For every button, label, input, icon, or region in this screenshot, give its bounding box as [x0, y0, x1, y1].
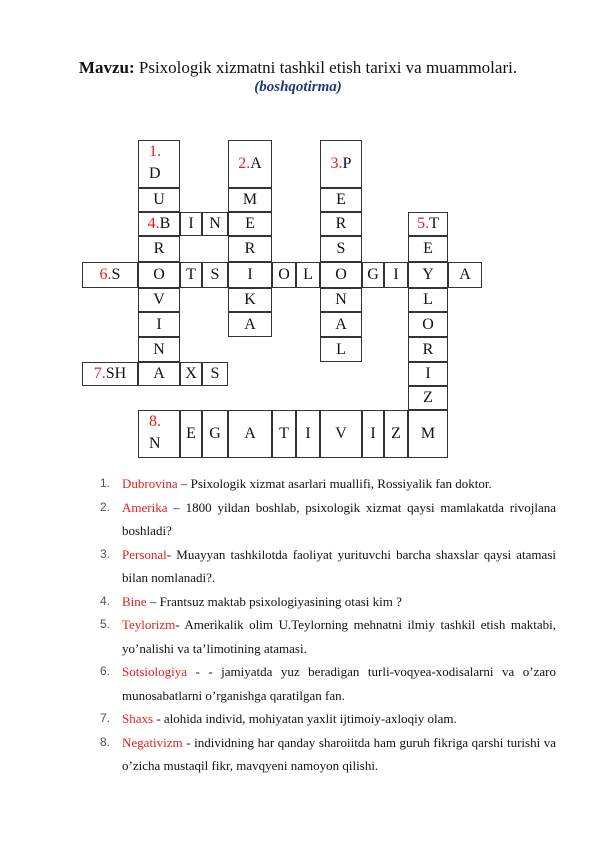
cell-letter: SH: [105, 365, 127, 382]
crossword-cell: [228, 288, 272, 312]
crossword-cell: [228, 212, 272, 236]
crossword-cell: [202, 410, 228, 458]
crossword-cell: [296, 262, 320, 288]
clue-answer: Bine: [122, 593, 147, 609]
cell-letter: E: [245, 215, 255, 232]
crossword-cell: [296, 410, 320, 458]
clue-item: [100, 731, 556, 778]
crossword-cell: [180, 212, 202, 236]
crossword-cell: [180, 410, 202, 458]
cell-letter: V: [153, 291, 165, 308]
cell-letter: L: [303, 266, 313, 283]
crossword-cell: [228, 410, 272, 458]
cell-letter: A: [244, 425, 256, 442]
clue-number: 1.: [149, 143, 161, 160]
clue-separator: -: [153, 711, 164, 726]
cell-letter: I: [305, 425, 311, 442]
clue-item-number: 4.: [100, 593, 111, 608]
cell-letter: O: [335, 266, 347, 283]
clue-number: 6.: [99, 266, 112, 283]
crossword-cell: [320, 312, 362, 337]
clue-item: [100, 660, 556, 707]
cell-letter: S: [336, 240, 346, 257]
crossword-cell: [228, 312, 272, 337]
cell-letter: U: [153, 191, 165, 208]
crossword-cell: [138, 312, 180, 337]
cell-letter: R: [244, 240, 256, 257]
clue-separator: -: [187, 664, 209, 679]
crossword-cell: [202, 212, 228, 236]
cell-letter: E: [336, 191, 346, 208]
crossword-cell: [138, 140, 180, 188]
cell-letter: E: [423, 240, 433, 257]
clue-number: 2.: [238, 155, 251, 172]
cell-letter: S: [210, 365, 220, 382]
clue-item: [100, 543, 556, 590]
crossword-cell: [320, 236, 362, 262]
clue-number: 7.: [93, 365, 106, 382]
crossword-cell: [384, 262, 408, 288]
clue-item: [100, 590, 556, 614]
crossword-cell: [138, 337, 180, 362]
crossword-cell: [272, 410, 296, 458]
clue-number: 4.: [147, 215, 160, 232]
crossword-cell: [408, 212, 448, 236]
crossword-cell: [138, 236, 180, 262]
cell-letter: N: [153, 341, 165, 358]
clue-text: 1800 yildan boshlab, psixologik xizmat qaysi mamlakatda rivojlana boshladi?: [122, 499, 556, 538]
clue-item: [100, 472, 556, 496]
cell-letter: A: [153, 365, 165, 382]
crossword-cell: [408, 312, 448, 337]
cell-letter: L: [423, 291, 433, 308]
crossword-cell: [202, 262, 228, 288]
crossword-cell: [228, 262, 272, 288]
cell-letter: O: [153, 266, 165, 283]
crossword-cell: [408, 288, 448, 312]
clue-answer: Negativizm: [122, 734, 183, 750]
cell-letter: D: [149, 165, 161, 182]
crossword-cell: [320, 262, 362, 288]
clue-item-number: 7.: [100, 711, 111, 725]
crossword-cell: [228, 188, 272, 212]
clue-separator: -: [182, 734, 195, 750]
cell-letter: P: [342, 155, 352, 172]
crossword-cell: [448, 262, 482, 288]
cell-letter: T: [429, 215, 439, 232]
clue-separator: –: [167, 499, 186, 515]
crossword-cell: [362, 410, 384, 458]
crossword-cell: [408, 362, 448, 386]
clue-text: Amerikalik olim U.Teylorning mehnatni ilmiy tashkil etish maktabi, yo’nalishi va ta’limotining atamasi.: [122, 617, 556, 656]
clue-item: [100, 496, 556, 543]
clue-separator: –: [146, 593, 160, 609]
crossword-cell: [408, 410, 448, 458]
clue-text: alohida individ, mohiyatan yaxlit ijtimoiy-axloqiy olam.: [163, 711, 457, 726]
cell-letter: I: [188, 215, 194, 232]
crossword-cell: [320, 337, 362, 362]
crossword-cell: [202, 362, 228, 386]
cell-letter: Y: [422, 266, 434, 283]
clue-number: 3.: [330, 155, 343, 172]
crossword-cell: [320, 212, 362, 236]
cell-letter: R: [153, 240, 165, 257]
clue-text: - jamiyatda yuz beradigan turli-voqyea-xodisalarni va o’zaro munosabatlarni o’rganishga qaratilgan fan.: [122, 664, 556, 703]
title-label: Mavzu:: [78, 58, 135, 77]
clue-answer: Shaxs: [122, 711, 154, 726]
crossword-cell: [362, 262, 384, 288]
crossword-cell: [228, 236, 272, 262]
cell-letter: K: [244, 291, 256, 308]
cell-letter: O: [422, 316, 434, 333]
crossword-cell: [180, 362, 202, 386]
crossword-cell: [138, 212, 180, 236]
cell-letter: T: [279, 425, 289, 442]
crossword-cell: [138, 362, 180, 386]
clue-item-number: 8.: [100, 734, 111, 749]
clue-item: [100, 613, 556, 660]
cell-letter: A: [459, 266, 471, 283]
clue-text: Psixologik xizmat asarlari muallifi, Rossiyalik fan doktor.: [190, 476, 492, 491]
cell-letter: R: [422, 341, 434, 358]
cell-letter: S: [111, 266, 121, 283]
crossword-cell: [180, 262, 202, 288]
crossword-cell: [228, 140, 272, 188]
clue-item-number: 3.: [100, 546, 111, 561]
clue-answer: Dubrovina: [122, 476, 178, 491]
cell-letter: Z: [423, 389, 433, 406]
cell-letter: V: [335, 425, 347, 442]
crossword-cell: [138, 262, 180, 288]
cell-letter: X: [185, 365, 197, 382]
clue-answer: Personal: [122, 546, 167, 562]
cell-letter: S: [210, 266, 220, 283]
crossword-cell: [408, 262, 448, 288]
crossword-cell: [320, 140, 362, 188]
cell-letter: A: [250, 155, 262, 172]
clue-separator: -: [175, 617, 185, 632]
crossword-cell: [408, 386, 448, 410]
cell-letter: Z: [391, 425, 401, 442]
cell-letter: O: [278, 266, 290, 283]
clue-number: 5.: [417, 215, 430, 232]
crossword-cell: [408, 236, 448, 262]
clue-text: individning har qanday sharoiitda ham guruh fikriga qarshi turishi va o’zicha mustaqil fikr, mavqyeni namoyon qilishi.: [122, 734, 556, 773]
cell-letter: I: [156, 316, 162, 333]
clue-item-number: 1.: [100, 476, 111, 490]
cell-letter: I: [425, 365, 431, 382]
clue-text: Frantsuz maktab psixologiyasining otasi kim ?: [159, 593, 402, 609]
crossword-cell: [320, 410, 362, 458]
clue-list: [100, 472, 556, 778]
clue-item-number: 2.: [100, 499, 111, 514]
clue-number: 8.: [149, 413, 161, 430]
page-subtitle: (boshqotirma): [254, 79, 342, 95]
clue-separator: -: [166, 546, 177, 562]
clue-item-number: 5.: [100, 617, 111, 631]
cell-letter: L: [336, 341, 346, 358]
crossword-cell: [82, 262, 138, 288]
cell-letter: T: [186, 266, 196, 283]
cell-letter: N: [335, 291, 347, 308]
clue-item: [100, 707, 556, 731]
crossword-cell: [138, 188, 180, 212]
cell-letter: N: [149, 435, 161, 452]
clue-answer: Teylorizm: [122, 617, 176, 632]
crossword-cell: [384, 410, 408, 458]
crossword-cell: [138, 288, 180, 312]
clue-text: Muayyan tashkilotda faoliyat yurituvchi barcha shaxslar qaysi atamasi bilan nomlanadi?.: [122, 546, 556, 585]
cell-letter: G: [367, 266, 379, 283]
clue-separator: –: [177, 476, 191, 491]
title-text: Psixologik xizmatni tashkil etish tarixi va muammolari.: [134, 58, 518, 77]
cell-letter: I: [370, 425, 376, 442]
cell-letter: I: [393, 266, 399, 283]
cell-letter: B: [159, 215, 171, 232]
crossword-cell: [138, 410, 180, 458]
cell-letter: G: [209, 425, 221, 442]
clue-answer: Sotsiologiya: [122, 664, 188, 679]
cell-letter: A: [335, 316, 347, 333]
crossword-cell: [320, 288, 362, 312]
cell-letter: M: [420, 425, 436, 442]
cell-letter: N: [209, 215, 221, 232]
crossword-cell: [272, 262, 296, 288]
crossword-cell: [82, 362, 138, 386]
clue-item-number: 6.: [100, 664, 111, 678]
cell-letter: M: [242, 191, 258, 208]
cell-letter: I: [247, 266, 253, 283]
cell-letter: A: [244, 316, 256, 333]
crossword-cell: [320, 188, 362, 212]
crossword-cell: [408, 337, 448, 362]
cell-letter: E: [186, 425, 196, 442]
cell-letter: R: [335, 215, 347, 232]
clue-answer: Amerika: [122, 499, 168, 515]
